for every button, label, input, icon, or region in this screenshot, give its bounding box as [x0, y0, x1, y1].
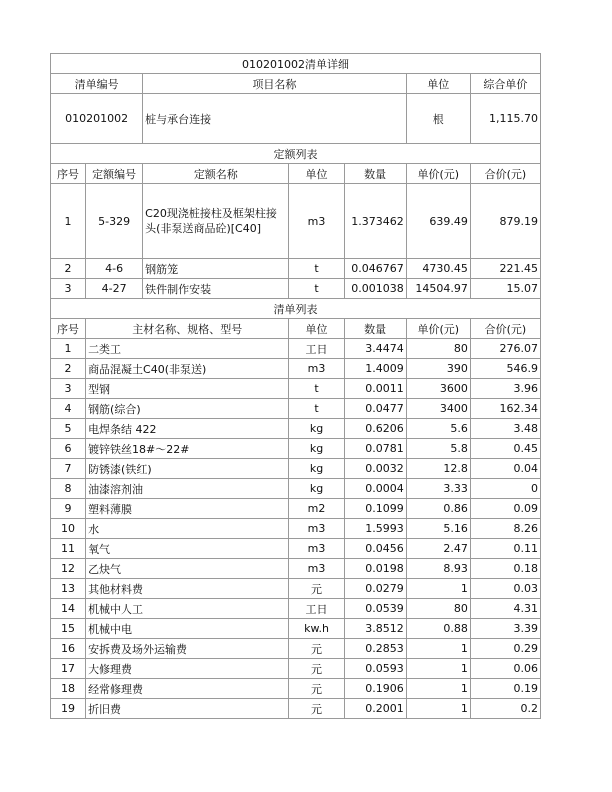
- material-qty: 3.4474: [344, 339, 406, 359]
- material-price: 3.33: [406, 479, 470, 499]
- material-name: 钢筋(综合): [86, 399, 289, 419]
- material-no: 19: [51, 699, 86, 719]
- material-price: 80: [406, 339, 470, 359]
- quota-code: 5-329: [86, 184, 143, 259]
- material-no: 6: [51, 439, 86, 459]
- quota-row: [51, 279, 541, 299]
- quota-unit: t: [289, 279, 344, 299]
- material-qty: 0.0011: [344, 379, 406, 399]
- quota-price-header: 单价(元): [406, 164, 470, 184]
- material-price: 0.86: [406, 499, 470, 519]
- quota-name: C20现浇桩接柱及框架柱接头(非泵送商品砼)[C40]: [143, 184, 289, 259]
- list-item-code: 010201002: [51, 94, 143, 144]
- material-qty: 0.0032: [344, 459, 406, 479]
- material-qty: 0.2853: [344, 639, 406, 659]
- material-row: [51, 579, 541, 599]
- material-row: [51, 639, 541, 659]
- material-total: 546.9: [470, 359, 540, 379]
- material-name: 其他材料费: [86, 579, 289, 599]
- material-total: 0.11: [470, 539, 540, 559]
- material-price: 1: [406, 579, 470, 599]
- material-no: 2: [51, 359, 86, 379]
- quota-section-title: 定额列表: [51, 144, 541, 164]
- quota-no-header: 序号: [51, 164, 86, 184]
- material-unit: m3: [289, 519, 344, 539]
- material-total: 3.48: [470, 419, 540, 439]
- material-unit: kw.h: [289, 619, 344, 639]
- list-item-row: [51, 94, 541, 144]
- material-row: [51, 699, 541, 719]
- material-name: 油漆溶剂油: [86, 479, 289, 499]
- quota-row: [51, 184, 541, 259]
- material-unit: 工日: [289, 599, 344, 619]
- material-no: 17: [51, 659, 86, 679]
- material-unit: t: [289, 399, 344, 419]
- list-unit-price-header: 综合单价: [470, 74, 540, 94]
- material-unit: 元: [289, 639, 344, 659]
- quota-total-header: 合价(元): [470, 164, 540, 184]
- material-qty-header: 数量: [344, 319, 406, 339]
- list-item-unit: 根: [406, 94, 470, 144]
- material-total: 0.19: [470, 679, 540, 699]
- material-price: 1: [406, 679, 470, 699]
- material-row: [51, 359, 541, 379]
- material-price: 5.6: [406, 419, 470, 439]
- material-row: [51, 499, 541, 519]
- material-name-header: 主材名称、规格、型号: [86, 319, 289, 339]
- material-name: 二类工: [86, 339, 289, 359]
- material-name: 镀锌铁丝18#～22#: [86, 439, 289, 459]
- material-unit: kg: [289, 459, 344, 479]
- sheet-title: 010201002清单详细: [51, 54, 541, 74]
- material-rows: [51, 339, 541, 719]
- quota-total: 15.07: [470, 279, 540, 299]
- material-row: [51, 599, 541, 619]
- material-price: 5.8: [406, 439, 470, 459]
- material-total: 0.18: [470, 559, 540, 579]
- quota-price: 14504.97: [406, 279, 470, 299]
- material-no-header: 序号: [51, 319, 86, 339]
- quota-no: 1: [51, 184, 86, 259]
- material-qty: 0.0198: [344, 559, 406, 579]
- quota-unit: m3: [289, 184, 344, 259]
- material-qty: 0.1906: [344, 679, 406, 699]
- material-no: 9: [51, 499, 86, 519]
- quota-qty-header: 数量: [344, 164, 406, 184]
- material-row: [51, 559, 541, 579]
- material-total-header: 合价(元): [470, 319, 540, 339]
- material-price: 8.93: [406, 559, 470, 579]
- material-name: 折旧费: [86, 699, 289, 719]
- material-unit: 元: [289, 679, 344, 699]
- material-price: 3600: [406, 379, 470, 399]
- material-no: 13: [51, 579, 86, 599]
- quota-name: 铁件制作安装: [143, 279, 289, 299]
- material-total: 4.31: [470, 599, 540, 619]
- quota-no: 2: [51, 259, 86, 279]
- material-unit-header: 单位: [289, 319, 344, 339]
- material-qty: 0.2001: [344, 699, 406, 719]
- material-row: [51, 679, 541, 699]
- material-qty: 3.8512: [344, 619, 406, 639]
- material-unit: kg: [289, 479, 344, 499]
- material-total: 0.45: [470, 439, 540, 459]
- material-qty: 0.0004: [344, 479, 406, 499]
- quota-unit: t: [289, 259, 344, 279]
- material-no: 16: [51, 639, 86, 659]
- material-total: 162.34: [470, 399, 540, 419]
- material-row: [51, 619, 541, 639]
- material-no: 15: [51, 619, 86, 639]
- material-price: 80: [406, 599, 470, 619]
- material-total: 3.39: [470, 619, 540, 639]
- material-unit: 元: [289, 659, 344, 679]
- material-no: 3: [51, 379, 86, 399]
- material-price: 390: [406, 359, 470, 379]
- material-qty: 0.0781: [344, 439, 406, 459]
- list-item-unit-price: 1,115.70: [470, 94, 540, 144]
- material-total: 0.29: [470, 639, 540, 659]
- material-unit: m3: [289, 559, 344, 579]
- material-row: [51, 519, 541, 539]
- quota-total: 221.45: [470, 259, 540, 279]
- quota-qty: 0.046767: [344, 259, 406, 279]
- list-unit-header: 单位: [406, 74, 470, 94]
- list-header-row: [51, 74, 541, 94]
- material-unit: m2: [289, 499, 344, 519]
- quota-code-header: 定额编号: [86, 164, 143, 184]
- material-no: 14: [51, 599, 86, 619]
- material-total: 0: [470, 479, 540, 499]
- material-unit: t: [289, 379, 344, 399]
- material-total: 0.04: [470, 459, 540, 479]
- material-no: 11: [51, 539, 86, 559]
- material-row: [51, 659, 541, 679]
- material-price: 1: [406, 659, 470, 679]
- material-no: 7: [51, 459, 86, 479]
- material-qty: 0.0539: [344, 599, 406, 619]
- material-name: 乙炔气: [86, 559, 289, 579]
- material-qty: 0.0477: [344, 399, 406, 419]
- material-no: 5: [51, 419, 86, 439]
- material-total: 8.26: [470, 519, 540, 539]
- material-price: 0.88: [406, 619, 470, 639]
- quota-no: 3: [51, 279, 86, 299]
- material-qty: 0.6206: [344, 419, 406, 439]
- material-name: 大修理费: [86, 659, 289, 679]
- quota-name: 钢筋笼: [143, 259, 289, 279]
- quota-header-row: [51, 164, 541, 184]
- material-name: 经常修理费: [86, 679, 289, 699]
- material-price: 12.8: [406, 459, 470, 479]
- list-code-header: 清单编号: [51, 74, 143, 94]
- material-row: [51, 479, 541, 499]
- material-row: [51, 379, 541, 399]
- material-row: [51, 399, 541, 419]
- material-no: 4: [51, 399, 86, 419]
- material-section-title: 清单列表: [51, 299, 541, 319]
- material-name: 电焊条结 422: [86, 419, 289, 439]
- material-price-header: 单价(元): [406, 319, 470, 339]
- material-name: 水: [86, 519, 289, 539]
- material-no: 18: [51, 679, 86, 699]
- material-unit: 元: [289, 579, 344, 599]
- material-name: 防锈漆(铁红): [86, 459, 289, 479]
- material-total: 3.96: [470, 379, 540, 399]
- material-total: 0.06: [470, 659, 540, 679]
- material-header-row: [51, 319, 541, 339]
- material-qty: 1.4009: [344, 359, 406, 379]
- material-price: 1: [406, 699, 470, 719]
- material-name: 塑料薄膜: [86, 499, 289, 519]
- material-name: 氧气: [86, 539, 289, 559]
- material-price: 2.47: [406, 539, 470, 559]
- material-unit: kg: [289, 439, 344, 459]
- quota-price: 639.49: [406, 184, 470, 259]
- quota-qty: 1.373462: [344, 184, 406, 259]
- material-qty: 1.5993: [344, 519, 406, 539]
- material-qty: 0.0279: [344, 579, 406, 599]
- material-no: 10: [51, 519, 86, 539]
- quota-code: 4-6: [86, 259, 143, 279]
- material-qty: 0.0456: [344, 539, 406, 559]
- material-row: [51, 419, 541, 439]
- quota-unit-header: 单位: [289, 164, 344, 184]
- material-qty: 0.0593: [344, 659, 406, 679]
- material-name: 安拆费及场外运输费: [86, 639, 289, 659]
- material-name: 机械中人工: [86, 599, 289, 619]
- list-item-name: 桩与承台连接: [143, 94, 407, 144]
- material-no: 8: [51, 479, 86, 499]
- material-row: [51, 459, 541, 479]
- bill-detail-table: [50, 53, 541, 719]
- material-row: [51, 339, 541, 359]
- quota-row: [51, 259, 541, 279]
- material-name: 机械中电: [86, 619, 289, 639]
- material-unit: m3: [289, 359, 344, 379]
- quota-total: 879.19: [470, 184, 540, 259]
- material-total: 0.2: [470, 699, 540, 719]
- material-total: 0.03: [470, 579, 540, 599]
- material-unit: 工日: [289, 339, 344, 359]
- quota-price: 4730.45: [406, 259, 470, 279]
- material-unit: kg: [289, 419, 344, 439]
- quota-name-header: 定额名称: [143, 164, 289, 184]
- material-no: 12: [51, 559, 86, 579]
- quota-qty: 0.001038: [344, 279, 406, 299]
- quota-code: 4-27: [86, 279, 143, 299]
- material-row: [51, 439, 541, 459]
- material-price: 1: [406, 639, 470, 659]
- material-price: 5.16: [406, 519, 470, 539]
- material-unit: m3: [289, 539, 344, 559]
- list-name-header: 项目名称: [143, 74, 407, 94]
- material-price: 3400: [406, 399, 470, 419]
- material-name: 型钢: [86, 379, 289, 399]
- material-unit: 元: [289, 699, 344, 719]
- material-qty: 0.1099: [344, 499, 406, 519]
- material-no: 1: [51, 339, 86, 359]
- material-total: 276.07: [470, 339, 540, 359]
- material-total: 0.09: [470, 499, 540, 519]
- material-row: [51, 539, 541, 559]
- material-name: 商品混凝土C40(非泵送): [86, 359, 289, 379]
